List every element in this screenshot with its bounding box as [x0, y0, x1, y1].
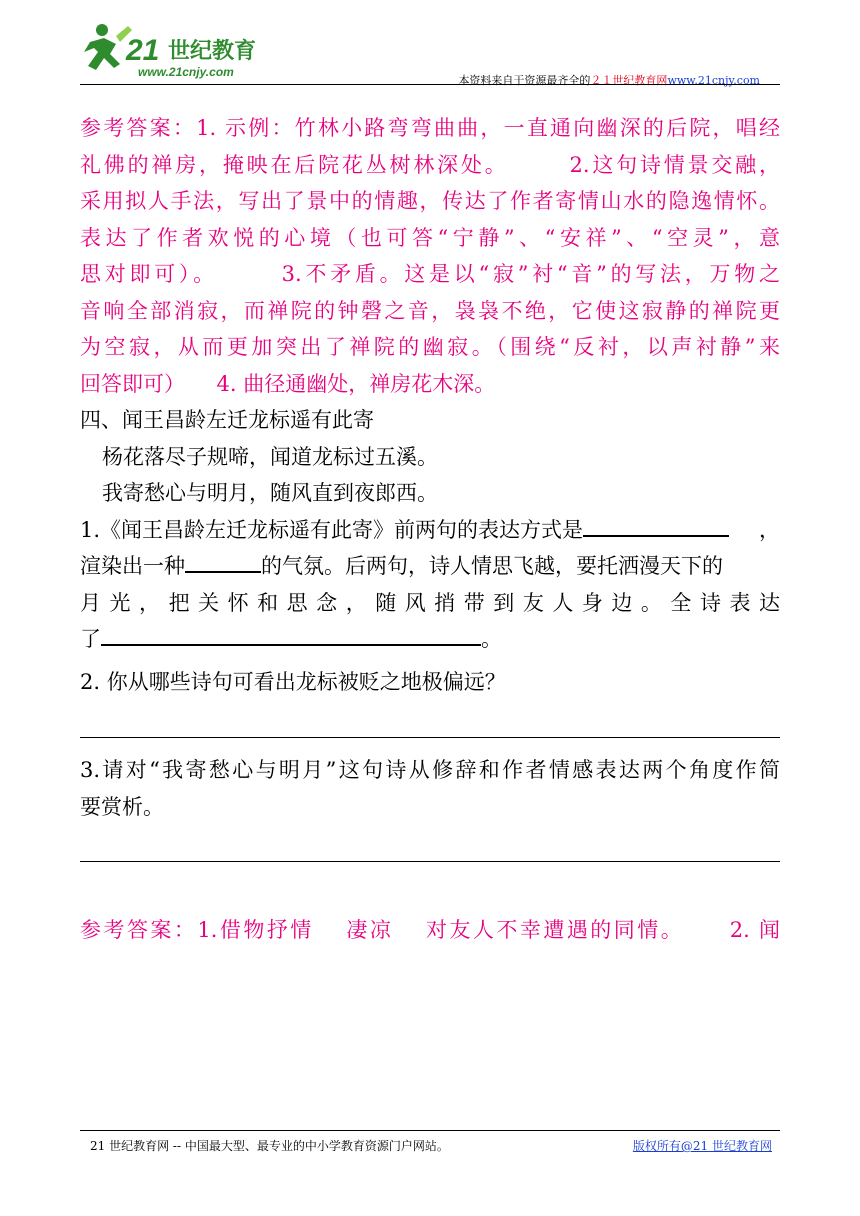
- footer-copyright-link[interactable]: 版权所有@21 世纪教育网: [632, 1139, 772, 1153]
- site-logo: [80, 20, 310, 82]
- question-2: 2. 你从哪些诗句可看出龙标被贬之地极偏远？: [80, 669, 506, 694]
- svg-text:www.21cnjy.com: www.21cnjy.com: [138, 65, 234, 79]
- question-1-line: 渲染出一种 的气氛。后两句，诗人情思飞越，要托洒漫天下的: [80, 548, 780, 585]
- answer-block-1: [80, 110, 780, 402]
- section-title: 四、闻王昌龄左迁龙标遥有此寄: [80, 408, 374, 432]
- question-3-line: 要赏析。: [80, 794, 164, 819]
- footer-divider: [80, 1130, 780, 1131]
- poem-line: 我寄愁心与明月，随风直到夜郎西。: [102, 481, 438, 505]
- footer-text: 21 世纪教育网 -- 中国最大型、最专业的中小学教育资源门户网站。: [90, 1139, 449, 1153]
- question-1-line: 1.《闻王昌龄左迁龙标遥有此寄》前两句的表达方式是 ，: [80, 512, 780, 549]
- answer-line-rule[interactable]: [80, 861, 780, 862]
- answer-line: 音响全部消寂，而禅院的钟磬之音，袅袅不绝，它使这寂静的禅院更: [80, 298, 780, 323]
- answer-block-2: 参考答案：1.借物抒情 凄凉 对友人不幸遭遇的同情。 2. 闻: [80, 918, 780, 942]
- header-url[interactable]: www.21cnjy.com: [667, 74, 760, 87]
- answer-line: 为空寂，从而更加突出了禅院的幽寂。（围绕“反衬，以声衬静”来: [80, 335, 780, 359]
- answer-blank[interactable]: [185, 549, 261, 573]
- header-source-note: 本资料来自于资源最齐全的２１世纪教育网www.21cnjy.com: [458, 74, 760, 87]
- answer-line-rule[interactable]: [80, 737, 780, 738]
- answer-blank[interactable]: [583, 513, 729, 537]
- answer-line: 礼佛的禅房，掩映在后院花丛树林深处。 2.这句诗情景交融，: [80, 152, 780, 177]
- answer-line: 参考答案：1. 示例：竹林小路弯弯曲曲，一直通向幽深的后院，唱经: [80, 116, 780, 140]
- svg-text:21: 21: [126, 34, 160, 67]
- page-header: [80, 18, 780, 86]
- question-1-line: 月光，把关怀和思念，随风捎带到友人身边。全诗表达: [80, 590, 780, 615]
- document-body: [80, 110, 780, 949]
- svg-text:世纪教育: 世纪教育: [168, 39, 257, 64]
- answer-line: 采用拟人手法，写出了景中的情趣，传达了作者寄情山水的隐逸情怀。: [80, 189, 780, 213]
- answer-line: 表达了作者欢悦的心境（也可答“宁静”、“安祥”、“空灵”，意: [80, 225, 780, 250]
- answer-line: 思对即可）。 3.不矛盾。这是以“寂”衬“音”的写法，万物之: [80, 262, 780, 286]
- answer-line: 回答即可） 4. 曲径通幽处，禅房花木深。: [80, 371, 496, 396]
- header-site-name: ２１世纪教育网: [590, 74, 668, 87]
- question-3-line: 3.请对“我寄愁心与明月”这句诗从修辞和作者情感表达两个角度作简: [80, 758, 780, 782]
- header-divider: [80, 84, 780, 85]
- poem-line: 杨花落尽子规啼，闻道龙标过五溪。: [102, 444, 438, 469]
- question-1-line: 了 。: [80, 621, 780, 658]
- answer-blank[interactable]: [101, 622, 481, 646]
